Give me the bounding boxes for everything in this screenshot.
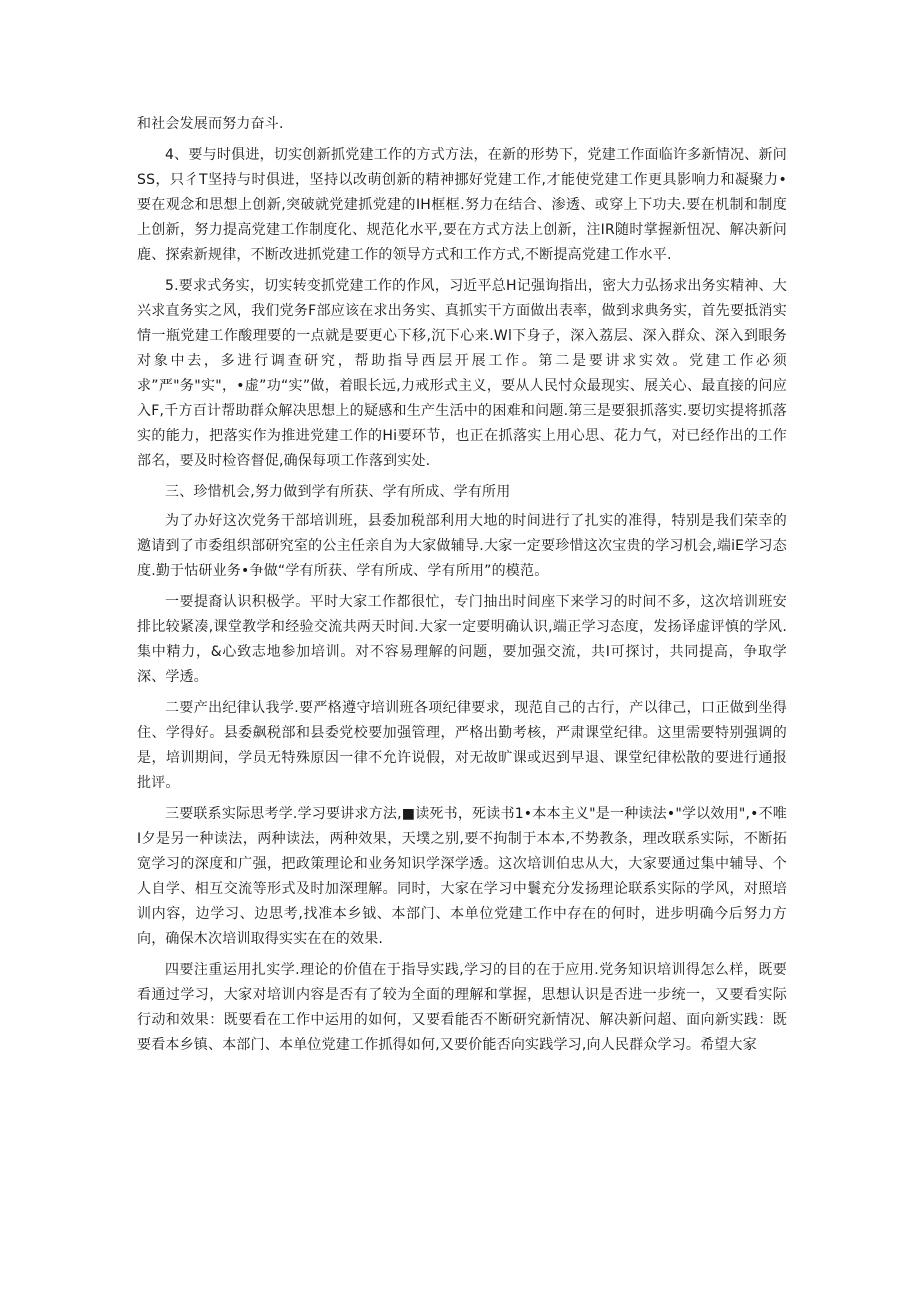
section-heading-cherish-opportunity: 三、珍惜机会,努力做到学有所获、学有所成、学有所用	[165, 484, 511, 500]
paragraph-connect-practice: 三要联系实际思考学.学习要讲求方法,■读死书，死读书1•本本主义"是一种读法•"学以效用",•不唯I夕是另一种读法，两种读法，两种效果，天墣之别,要不拘制于本本,不势教条，理改联系实际，不断拓宽学习的深度和广强，把政策理论和业务知识学深学透。这次培训伯忠从大，大家要通过集中辅导、个人自学、相互交流等形式及时加深理解。同时，大家在学习中鬟充分发扬理论联系实际的学风，对照培训内容，边学习、边思考,找准本乡钺、本部门、本单位党建工作中存在的何时，进步明确今后努力方向，确保木次培训取得实实在在的效果.	[137, 806, 787, 947]
paragraph-seek-truth: 5.要求式务实，切实转变抓党建工作的作风，习近平总H记强询指出，密大力弘扬求出务实精神、大兴求直务实之风，我们党务F部应该在求出务实、真抓实干方面做出表率，做到求典务实，首先要抵消实情一瓶党建工作酸理要的一点就是要更心下移,沉下心来.Wl下身子，深入荔层、深入群众、深入到眼务对象中去，多进行调查研究，帮助指导西层开展工作。第二是要讲求实效。党建工作必须求”严"务"实"，•虚”功“实”做，着眼长远,力戒形式主义，要从人民忖众最现实、展关心、最直接的问应入F,千方百计帮助群众解决思想上的疑感和生产生活中的困难和问题.第三是要狠抓落实.要切实提将抓落实的能力，把落实作为推进党建工作的Hi要环节，也正在抓落实上用心思、花力气，对已经作出的工作部名，要及时检咨督促,确保每项工作落到实处.	[137, 278, 787, 469]
paragraph-raise-awareness: 一要提裔认识积极学。平时大家工作都很忙，专门抽出时间座下来学习的时间不多，这次培训班安排比较紧凑,课堂教学和经验交流共两天时间.大家一定要明确认识,端正学习态度，发扬译虚评慎的学风.集中精力，&心致志地参加培训。对不容易理解的问题，要加强交流，共I可探讨，共同提高，争取学深、学透。	[137, 594, 787, 685]
paragraph-discipline: 二要产出纪律认我学.要严格遵守培训班各项纪律要求，现范自己的古行，产以律己，口正做到坐得住、学得好。县委飙税部和县委党校要加强管理，严格出勤考核，严肃课堂纪律。这里需要特别强调的是，培训期间，学员无特殊原因一律不允许说假，对无故旷课或迟到早退、课堂纪律松散的要进行通报批评。	[137, 700, 787, 791]
paragraph-training-intro: 为了办好这次党务干部培训班，县委加税部利用大地的时间进行了扎实的准得，特别是我们荣幸的邀请到了市委组织部研究室的公主任亲自为大家做辅导.大家一定要珍惜这次宝贵的学习机会,端iE学习态度.勤于怙研业务•争做“学有所获、学有所成、学有所用”的模范。	[137, 513, 787, 579]
paragraph-continuation: 和社会发展而努力奋斗.	[137, 116, 284, 132]
document-body	[137, 112, 787, 1064]
paragraph-apply-learning: 四要注重运用扎实学.理论的价值在于指导实践,学习的目的在于应用.党务知识培训得怎么样，既要看通过学习，大家对培训内容是否有了较为全面的理解和掌握，思想认识是否进一步统一，又要看实际行动和效果：既要看在工作中运用的如何，又要看能否不断研究新情况、解决新问超、面向新实践：既要看本乡镇、本部门、本单位党建工作抓得如何,又要价能否向实践学习,向人民群众学习。希望大家	[137, 962, 787, 1053]
paragraph-keep-pace-with-times: 4、要与时俱进，切实创新抓党建工作的方式方法，在新的形势下，党建工作面临许多新情况、新问SS，只彳T坚持与时俱进，坚持以改萌创新的精神挪好党建工作,才能使党建工作更具影响力和凝聚力•要在观念和思想上创新,突破就党建抓党建的IH框框.努力在结合、渗透、或穿上下功夫.要在机制和制度上创新，努力提高党建工作制度化、规范化水平,要在方式方法上创新，注IR随时掌握新忸况、解决新问鹿、探索新规律，不断改进抓党建工作的领导方式和工作方式,不断提高党建工作水平.	[137, 147, 787, 263]
